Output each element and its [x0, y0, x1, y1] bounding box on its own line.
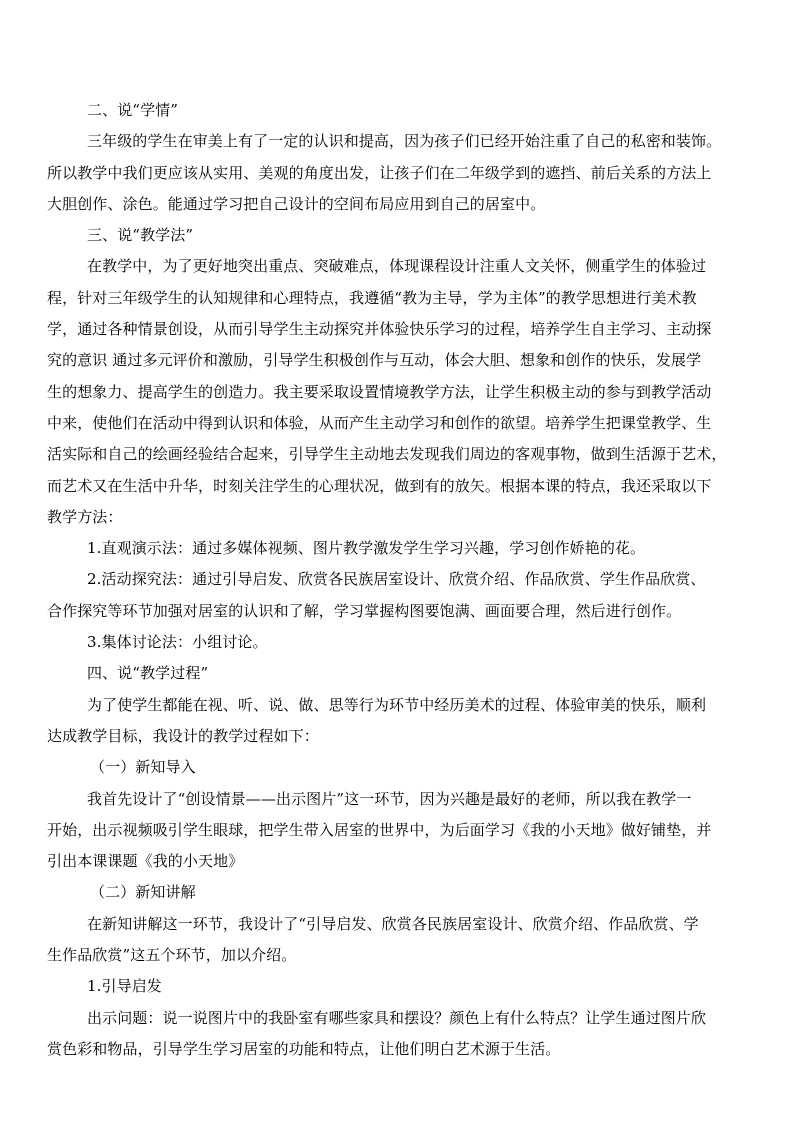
- list-item: 1.引导启发: [87, 977, 162, 996]
- paragraph-line: 我首先设计了“创设情景——出示图片”这一环节，因为兴趣是最好的老师，所以我在教学一: [87, 789, 692, 808]
- list-item: 3.集体讨论法：小组讨论。: [87, 633, 268, 652]
- paragraph-line: 究的意识 通过多元评价和激励，引导学生积极创作与互动，体会大胆、想象和创作的快乐，发展学: [47, 351, 702, 370]
- paragraph-line: 赏色彩和物品，引导学生学习居室的功能和特点，让他们明白艺术源于生活。: [47, 1039, 561, 1058]
- paragraph-line: 所以教学中我们更应该从实用、美观的角度出发，让孩子们在二年级学到的遮挡、前后关系的方法上: [47, 163, 712, 182]
- paragraph-line: 引出本课课题《我的小天地》: [47, 852, 244, 871]
- paragraph-line: 为了使学生都能在视、听、说、做、思等行为环节中经历美术的过程、体验审美的快乐，顺利: [87, 695, 707, 714]
- paragraph-line: 大胆创作、涂色。能通过学习把自己设计的空间布局应用到自己的居室中。: [47, 194, 546, 213]
- paragraph-line: 开始，出示视频吸引学生眼球，把学生带入居室的世界中，为后面学习《我的小天地》做好铺垫，并: [47, 820, 712, 839]
- document-page: [47, 95, 727, 1065]
- paragraph-line: 生的想象力、提高学生的创造力。我主要采取设置情境教学方法，让学生积极主动的参与到教学活动: [47, 382, 712, 401]
- paragraph-line: 合作探究等环节加强对居室的认识和了解，学习掌握构图要饱满、画面要合理，然后进行创作。: [47, 601, 682, 620]
- paragraph-line: 在教学中，为了更好地突出重点、突破难点，体现课程设计注重人文关怀，侧重学生的体验过: [87, 257, 707, 276]
- list-item: 1.直观演示法：通过多媒体视频、图片教学激发学生学习兴趣，学习创作娇艳的花。: [87, 539, 646, 558]
- paragraph-line: 生作品欣赏”这五个环节，加以介绍。: [47, 946, 297, 965]
- subsection-heading: （一）新知导入: [90, 758, 196, 777]
- paragraph-line: 中来，使他们在活动中得到认识和体验，从而产生主动学习和创作的欲望。培养学生把课堂教学、生: [47, 413, 712, 432]
- paragraph-line: 教学方法：: [47, 507, 123, 526]
- subsection-heading: （二）新知讲解: [90, 883, 196, 902]
- paragraph-line: 出示问题：说一说图片中的我卧室有哪些家具和摆设？颜色上有什么特点？让学生通过图片欣: [87, 1008, 707, 1027]
- paragraph-line: 而艺术又在生活中升华，时刻关注学生的心理状况，做到有的放矢。根据本课的特点，我还采取以下: [47, 476, 712, 495]
- paragraph-line: 三年级的学生在审美上有了一定的认识和提高，因为孩子们已经开始注重了自己的私密和装饰。: [87, 132, 722, 151]
- section-heading-process: 四、说“教学过程”: [87, 664, 209, 683]
- paragraph-line: 学，通过各种情景创设，从而引导学生主动探究并体验快乐学习的过程，培养学生自主学习、主动探: [47, 320, 712, 339]
- paragraph-line: 活实际和自己的绘画经验结合起来，引导学生主动地去发现我们周边的客观事物，做到生活源于艺术，: [47, 445, 727, 464]
- paragraph-line: 在新知讲解这一环节，我设计了“引导启发、欣赏各民族居室设计、欣赏介绍、作品欣赏、学: [87, 914, 699, 933]
- paragraph-line: 达成教学目标，我设计的教学过程如下：: [47, 726, 319, 745]
- list-item: 2.活动探究法：通过引导启发、欣赏各民族居室设计、欣赏介绍、作品欣赏、学生作品欣赏、: [87, 570, 706, 589]
- section-heading-learner: 二、说“学情”: [87, 101, 179, 119]
- section-heading-method: 三、说“教学法”: [87, 226, 194, 245]
- paragraph-line: 程，针对三年级学生的认知规律和心理特点，我遵循“教为主导，学为主体”的教学思想进行美术教: [47, 288, 697, 307]
